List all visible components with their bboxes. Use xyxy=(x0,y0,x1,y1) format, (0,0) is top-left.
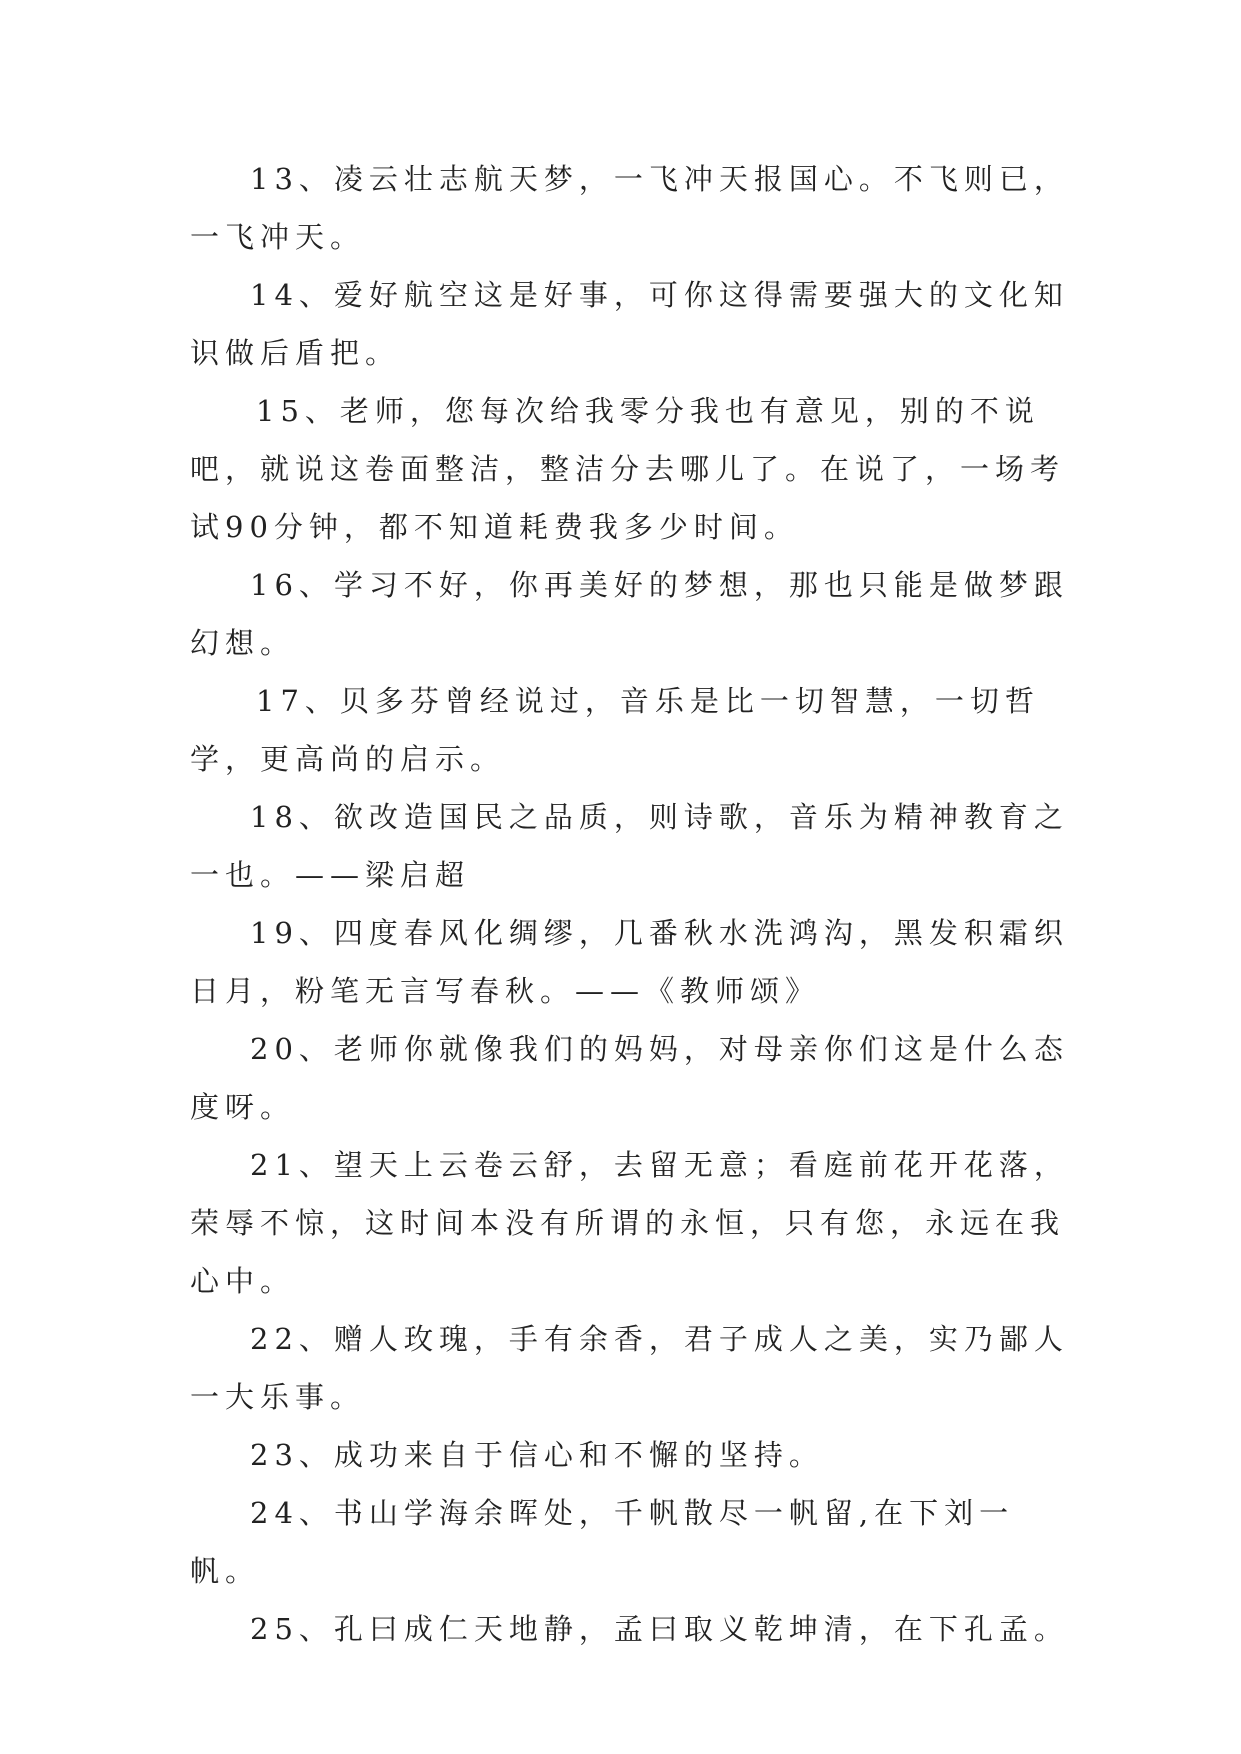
document-body xyxy=(190,150,1070,1658)
paragraph: 22、赠人玫瑰，手有余香，君子成人之美，实乃鄙人一大乐事。 xyxy=(190,1322,1069,1414)
paragraph: 15、老师，您每次给我零分我也有意见，别的不说吧，就说这卷面整洁，整洁分去哪儿了。在说了，一场考试90分钟，都不知道耗费我多少时间。 xyxy=(190,394,1066,544)
paragraph: 14、爱好航空这是好事，可你这得需要强大的文化知识做后盾把。 xyxy=(190,278,1069,370)
paragraph: 20、老师你就像我们的妈妈，对母亲你们这是什么态度呀。 xyxy=(190,1032,1069,1124)
paragraph: 24、书山学海余晖处，千帆散尽一帆留,在下刘一帆。 xyxy=(190,1496,1015,1588)
paragraph: 18、欲改造国民之品质，则诗歌，音乐为精神教育之一也。——梁启超 xyxy=(190,800,1069,892)
paragraph: 23、成功来自于信心和不懈的坚持。 xyxy=(250,1438,824,1472)
paragraph: 25、孔曰成仁天地静，孟曰取义乾坤清，在下孔孟。 xyxy=(250,1612,1069,1646)
paragraph: 19、四度春风化绸缪，几番秋水洗鸿沟，黑发积霜织日月，粉笔无言写春秋。——《教师颂》 xyxy=(190,916,1069,1008)
paragraph: 17、贝多芬曾经说过，音乐是比一切智慧，一切哲学，更高尚的启示。 xyxy=(190,684,1040,776)
paragraph: 16、学习不好，你再美好的梦想，那也只能是做梦跟幻想。 xyxy=(190,568,1069,660)
paragraph: 13、凌云壮志航天梦，一飞冲天报国心。不飞则已，一飞冲天。 xyxy=(190,162,1069,254)
paragraph: 21、望天上云卷云舒，去留无意；看庭前花开花落，荣辱不惊，这时间本没有所谓的永恒，只有您，永远在我心中。 xyxy=(190,1148,1069,1298)
